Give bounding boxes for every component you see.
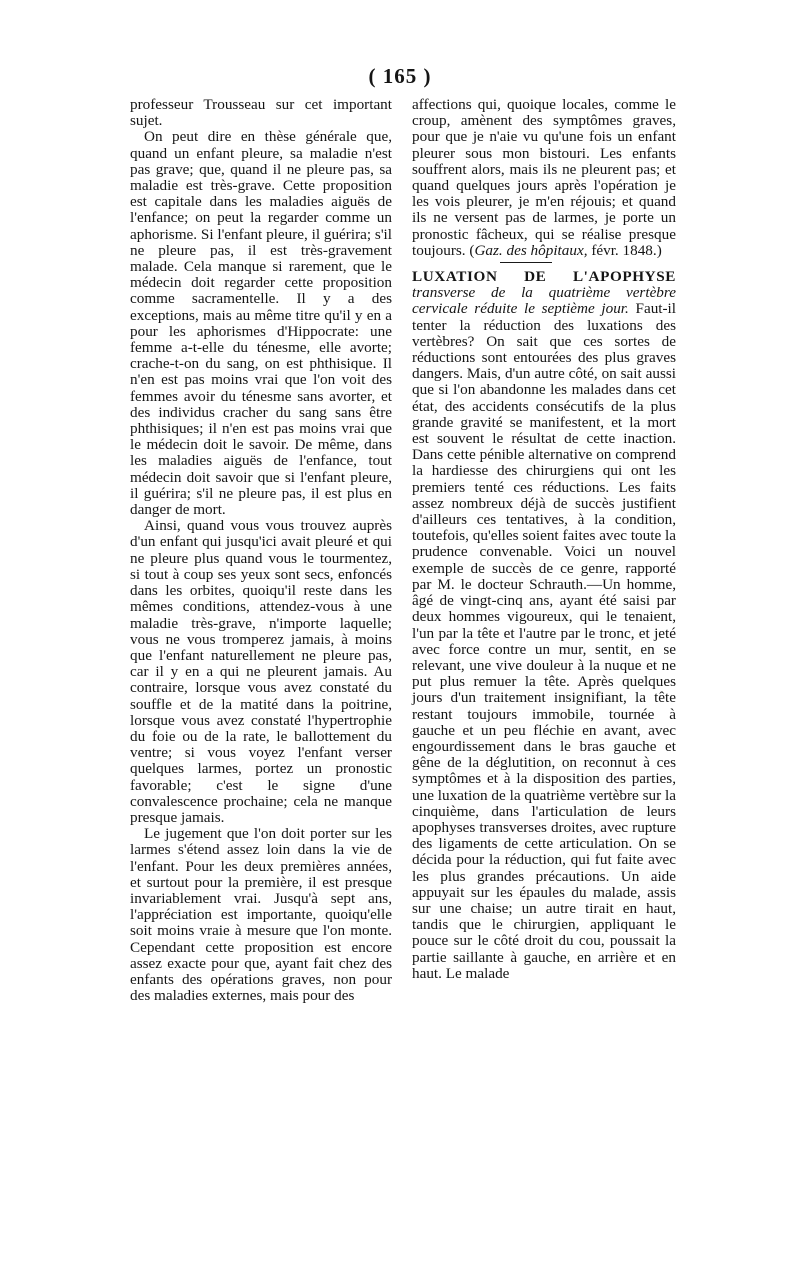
article-luxation <box>412 269 676 982</box>
article-subtitle: transverse de la quatrième vertèbre cervicale réduite le septième jour. <box>412 284 676 318</box>
right-column <box>412 97 676 982</box>
left-column <box>130 97 392 1004</box>
citation-source: Gaz. des hôpitaux, <box>474 241 588 259</box>
section-divider <box>500 262 552 263</box>
citation-open: ( <box>465 241 475 259</box>
paragraph-jugement: Le jugement que l'on doit porter sur les larmes s'étend assez loin dans la vie de l'enfant. Pour les deux premières années, et surtout pour la première, il est presque invariablement vrai. Jusqu'à sept ans, l'appréciation est importante, quoiqu'elle soit moins vraie à mesure que l'on monte. Cependant cette proposition est encore assez exacte pour que, ayant fait chez des enfants des opérations graves, non pour des maladies externes, mais pour des <box>130 825 392 1005</box>
paragraph-affections-text: affections qui, quoique locales, comme le croup, amènent des symptômes graves, pour que je n'aie vu qu'une fois un enfant pleurer sous mon bistouri. Les enfants souffrent alors, mais ils ne pleurent pas; et quand quelques jours après l'opération je les vois pleurer, je m'en réjouis; et quand ils ne versent pas de larmes, je porte un pronostic fâcheux, qui se réalise presque toujours. <box>412 96 676 259</box>
paragraph-continued: professeur Trousseau sur cet important sujet. <box>130 96 392 130</box>
article-heading: LUXATION DE L'APOPHYSE <box>412 268 676 286</box>
paragraph-affections <box>412 97 676 259</box>
paragraph-tears-thesis: On peut dire en thèse générale que, quand un enfant pleure, sa maladie n'est pas grave; que, quand il ne pleure pas, sa maladie est très-grave. Cette proposition est capitale dans les maladies aiguës de l'enfance; on peut la regarder comme un aphorisme. Si l'enfant pleure, il guérira; s'il ne pleure pas, il est très-gravement malade. Cela manque si rarement, que le médecin doit regarder cette proposition comme sacramentelle. Il y a des exceptions, mais au même titre qu'il y en a pour les aphorismes d'Hippocrate: une femme a-t-elle du ténesme, elle avorte; crache-t-on du sang, on est phthisique. Il n'en est pas moins vrai que l'on voit des femmes avoir du ténesme sans avorter, et des individus cracher du sang sans être phthisiques; il n'en est pas moins vrai que le médecin doit le savoir. De même, dans les maladies aiguës de l'enfance, tout médecin doit savoir que si l'enfant pleure, il guérira; s'il ne pleure pas, il est plus en danger de mort. <box>130 128 392 519</box>
article-body: Faut-il tenter la réduction des luxations des vertèbres? On sait que ces sortes de réductions sont entourées des plus graves dangers. Mais, d'un autre côté, on sait aussi que si l'on abandonne les malades dans cet état, des accidents consécutifs de la plus grande gravité se manifestent, et la mort est souvent le résultat de cette inaction. Dans cette pénible alternative on comprend la hardiesse des chirurgiens qui ont les premiers tenté ces réductions. Les faits assez nombreux déjà de succès justifient d'ailleurs ces tentatives, à la condition, toutefois, qu'elles soient faites avec toute la prudence convenable. Voici un nouvel exemple de succès de ce genre, rapporté par M. le docteur Schrauth.—Un homme, âgé de vingt-cinq ans, ayant été saisi par deux hommes vigoureux, qui le tenaient, l'un par la tête et l'autre par le tronc, et jeté avec force contre un mur, sentit, en se relevant, une vive douleur à la nuque et ne put plus remuer la tête. Après quelques jours d'un traitement insignifiant, la tête restant toujours immobile, tournée à gauche et un peu fléchie en avant, avec engourdissement dans le bras gauche et gêne de la déglutition, on reconnut à ces symptômes et à la disposition des parties, une luxation de la quatrième vertèbre sur la cinquième, dans l'articulation de leurs apophyses transverses droites, avec rupture des ligaments de cette articulation. On se décida pour la réduction, qui fut faite avec les plus grandes précautions. Un aide appuyait sur les épaules du malade, assis sur une chaise; un autre tirait en haut, tandis que le chirurgien, appliquant le pouce sur le côté droit du cou, poussait la partie saillante à gauche, en arrière et en haut. Le malade <box>412 300 677 982</box>
paragraph-ainsi: Ainsi, quand vous vous trouvez auprès d'un enfant qui jusqu'ici avait pleuré et qui ne pleure plus quand vous le tourmentez, si tout à coup ses yeux sont secs, enfoncés dans les orbites, quoiqu'il reste dans les mêmes conditions, attendez-vous à une maladie très-grave, n'importe laquelle; vous ne vous tromperez jamais, à moins que l'enfant naturellement ne pleure pas, car il y en a qui ne pleurent jamais. Au contraire, lorsque vous avez constaté du souffle et de la matité dans la poitrine, lorsque vous avez constaté l'hypertrophie du foie ou de la rate, le ballottement du ventre; si vous voyez l'enfant verser quelques larmes, portez un pronostic favorable; c'est le signe d'une convalescence prochaine; cela ne manque presque jamais. <box>130 517 392 826</box>
page-number: ( 165 ) <box>368 64 432 88</box>
citation-date: févr. 1848.) <box>587 241 662 259</box>
